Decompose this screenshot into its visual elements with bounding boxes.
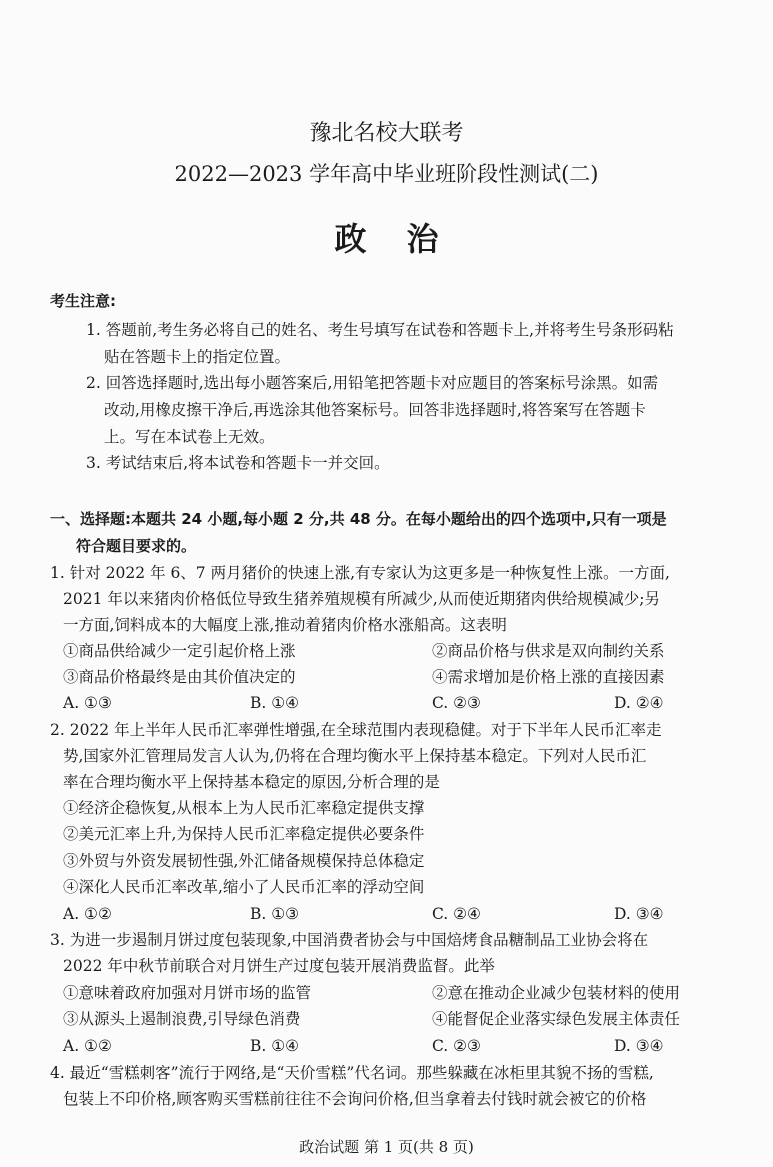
exam-title: 2022—2023 学年高中毕业班阶段性测试(二) [174,162,599,186]
question-1-item: ②商品价格与供求是双向制约关系 [432,642,665,660]
question-3-item: ④能督促企业落实绿色发展主体责任 [432,1010,681,1028]
question-4-stem: 4. 最近“雪糕刺客”流行于网络,是“天价雪糕”代名词。那些躲藏在冰柜里其貌不扬的雪糕, [50,1064,654,1082]
question-3-option-b: B. ①④ [250,1037,300,1055]
notice-line: 1. 答题前,考生务必将自己的姓名、考生号填写在试卷和答题卡上,并将考生号条形码粘 [86,321,674,339]
question-1-stem: 一方面,饲料成本的大幅度上涨,推动着猪肉价格水涨船高。这表明 [63,616,507,634]
section-heading: 一、选择题:本题共 24 小题,每小题 2 分,共 48 分。在每小题给出的四个选项中,只有一项是 [50,510,667,528]
question-3-item: ②意在推动企业减少包装材料的使用 [432,984,681,1002]
question-2-item: ①经济企稳恢复,从根本上为人民币汇率稳定提供支撑 [63,799,425,817]
question-2-stem: 势,国家外汇管理局发言人认为,仍将在合理均衡水平上保持基本稳定。下列对人民币汇 [63,747,647,765]
question-3-item: ①意味着政府加强对月饼市场的监管 [63,984,312,1002]
question-3-item: ③从源头上遏制浪费,引导绿色消费 [63,1010,301,1028]
notice-line: 改动,用橡皮擦干净后,再选涂其他答案标号。回答非选择题时,将答案写在答题卡 [104,401,646,419]
notice-line: 3. 考试结束后,将本试卷和答题卡一并交回。 [86,454,390,472]
question-3-option-d: D. ③④ [614,1037,664,1055]
question-2-option-b: B. ①③ [250,905,300,923]
question-1-item: ④需求增加是价格上涨的直接因素 [432,668,665,686]
question-3-option-c: C. ②③ [432,1037,481,1055]
question-1-item: ①商品供给减少一定引起价格上涨 [63,642,296,660]
question-2-item: ②美元汇率上升,为保持人民币汇率稳定提供必要条件 [63,825,425,843]
question-1-option-a: A. ①③ [63,694,112,712]
question-1-option-b: B. ①④ [250,694,300,712]
question-2-option-a: A. ①② [63,905,112,923]
question-2-option-c: C. ②④ [432,905,481,923]
question-3-option-a: A. ①② [63,1037,112,1055]
question-1-item: ③商品价格最终是由其价值决定的 [63,668,296,686]
section-heading-cont: 符合题目要求的。 [76,537,197,555]
question-2-stem: 2. 2022 年上半年人民币汇率弹性增强,在全球范围内表现稳健。对于下半年人民币汇率走 [50,721,662,739]
question-2-item: ④深化人民币汇率改革,缩小了人民币汇率的浮动空间 [63,878,425,896]
exam-series-title: 豫北名校大联考 [309,121,464,146]
question-1-stem: 2021 年以来猪肉价格低位导致生猪养殖规模有所减少,从而使近期猪肉供给规模减少;另 [63,590,661,608]
page-footer: 政治试题 第 1 页(共 8 页) [299,1138,474,1156]
notice-line: 上。写在本试卷上无效。 [104,428,275,446]
question-1-option-d: D. ②④ [614,694,664,712]
notice-heading: 考生注意: [50,292,116,310]
question-3-stem: 2022 年中秋节前联合对月饼生产过度包装开展消费监督。此举 [63,957,495,975]
notice-line: 贴在答题卡上的指定位置。 [104,348,291,366]
question-1-stem: 1. 针对 2022 年 6、7 两月猪价的快速上涨,有专家认为这更多是一种恢复性上涨。一方面, [50,564,670,582]
notice-line: 2. 回答选择题时,选出每小题答案后,用铅笔把答题卡对应题目的答案标号涂黑。如需 [86,374,659,392]
question-2-stem: 率在合理均衡水平上保持基本稳定的原因,分析合理的是 [63,773,440,791]
subject-title: 政治 [334,220,479,258]
question-2-option-d: D. ③④ [614,905,664,923]
question-2-item: ③外贸与外资发展韧性强,外汇储备规模保持总体稳定 [63,852,425,870]
question-4-stem: 包装上不印价格,顾客购买雪糕前往往不会询问价格,但当拿着去付钱时就会被它的价格 [63,1090,647,1108]
question-1-option-c: C. ②③ [432,694,481,712]
question-3-stem: 3. 为进一步遏制月饼过度包装现象,中国消费者协会与中国焙烤食品糖制品工业协会将在 [50,931,649,949]
